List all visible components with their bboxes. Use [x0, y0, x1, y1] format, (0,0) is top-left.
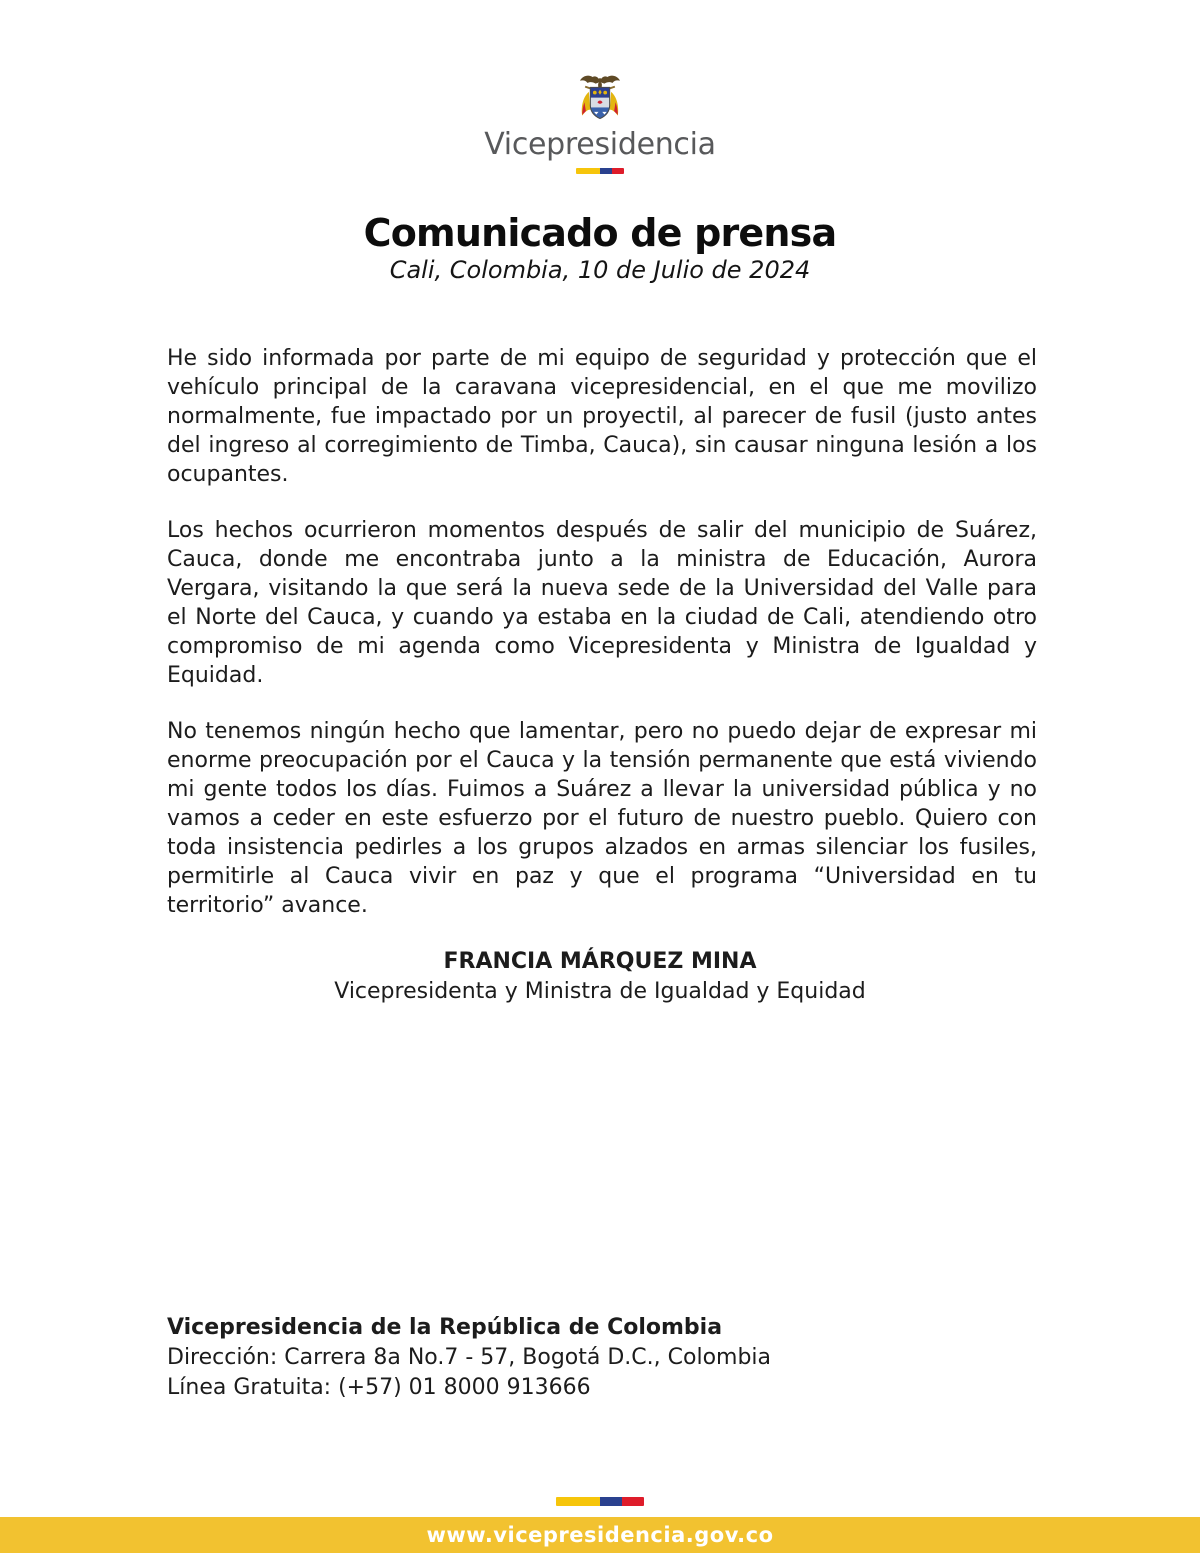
logo-flag-tricolor-bar — [576, 168, 624, 174]
footer-address-line: Dirección: Carrera 8a No.7 - 57, Bogotá D.C., Colombia — [167, 1345, 772, 1370]
header-logo-block — [0, 0, 1200, 174]
body-paragraph-2: Los hechos ocurrieron momentos después de salir del municipio de Suárez, Cauca, donde me encontraba junto a la ministra de Educación, Aurora Vergara, visitando la que será la nueva sede de la Universidad del Valle para el Norte del Cauca, y cuando ya estaba en la ciudad de Cali, atendiendo otro compromiso de mi agenda como Vicepresidenta y Ministra de Igualdad y Equidad. — [167, 518, 1037, 688]
footer-flag-tricolor-bar — [556, 1497, 644, 1506]
flag-yellow-segment — [556, 1497, 600, 1506]
flag-red-segment — [612, 168, 624, 174]
signature-name: FRANCIA MÁRQUEZ MINA — [443, 949, 757, 974]
document-body — [167, 344, 1037, 920]
footer-address-block — [167, 1313, 771, 1403]
flag-yellow-segment — [576, 168, 600, 174]
signature-block — [0, 947, 1200, 1007]
body-paragraph-3: No tenemos ningún hecho que lamentar, pero no puedo dejar de expresar mi enorme preocupación por el Cauca y la tensión permanente que está viviendo mi gente todos los días. Fuimos a Suárez a llevar la universidad pública y no vamos a ceder en este esfuerzo por el futuro de nuestro pueblo. Quiero con toda insistencia pedirles a los grupos alzados en armas silenciar los fusiles, permitirle al Cauca vivir en paz y que el programa “Universidad en tu territorio” avance. — [167, 719, 1037, 918]
footer-phone-line: Línea Gratuita: (+57) 01 8000 913666 — [167, 1375, 591, 1400]
logo-wordmark: Vicepresidencia — [484, 127, 716, 162]
colombia-coat-of-arms-icon — [577, 74, 623, 126]
flag-red-segment — [622, 1497, 644, 1506]
footer-website-url: www.vicepresidencia.gov.co — [426, 1523, 774, 1547]
footer-org-name: Vicepresidencia de la República de Colombia — [167, 1315, 723, 1340]
body-paragraph-1: He sido informada por parte de mi equipo de seguridad y protección que el vehículo principal de la caravana vicepresidencial, en el que me movilizo normalmente, fue impactado por un proyectil, al parecer de fusil (justo antes del ingreso al corregimiento de Timba, Cauca), sin causar ninguna lesión a los ocupantes. — [167, 346, 1037, 487]
dateline: Cali, Colombia, 10 de Julio de 2024 — [389, 256, 811, 284]
page-title: Comunicado de prensa — [363, 211, 837, 255]
flag-blue-segment — [600, 1497, 622, 1506]
footer-website-bar — [0, 1517, 1200, 1553]
flag-blue-segment — [600, 168, 612, 174]
signature-role: Vicepresidenta y Ministra de Igualdad y Equidad — [334, 979, 866, 1004]
